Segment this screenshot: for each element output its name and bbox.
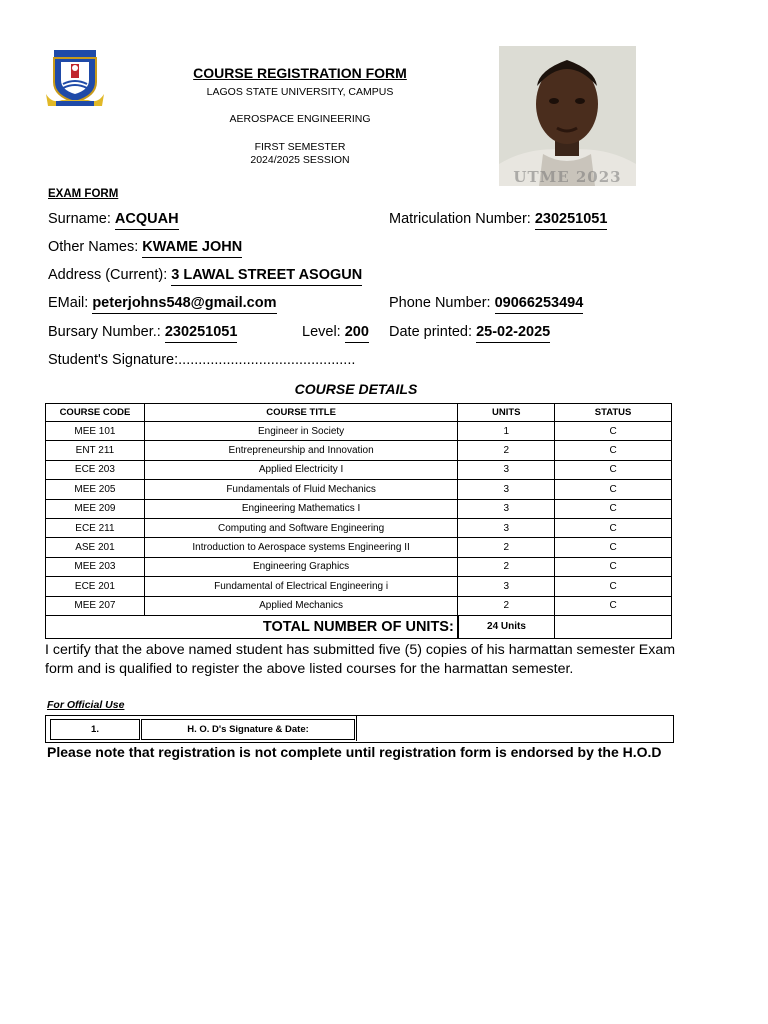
level-label: Level: <box>302 324 341 340</box>
hod-signature-row <box>45 715 674 743</box>
course-units: 2 <box>458 538 555 557</box>
course-units: 3 <box>458 499 555 518</box>
course-status: C <box>555 441 672 460</box>
course-code: MEE 101 <box>46 422 145 441</box>
table-row <box>46 557 672 576</box>
other-names-field <box>48 239 242 255</box>
address-value: 3 LAWAL STREET ASOGUN <box>171 267 362 286</box>
student-signature-line: Student's Signature:............................................ <box>48 352 356 368</box>
table-row <box>46 518 672 537</box>
semester-label: FIRST SEMESTER <box>254 141 346 153</box>
course-units: 3 <box>458 460 555 479</box>
phone-value: 09066253494 <box>495 295 584 314</box>
course-code: ECE 211 <box>46 518 145 537</box>
course-code: ASE 201 <box>46 538 145 557</box>
course-status: C <box>555 460 672 479</box>
surname-label: Surname: <box>48 211 111 227</box>
course-code: ECE 203 <box>46 460 145 479</box>
email-value: peterjohns548@gmail.com <box>92 295 276 314</box>
course-status: C <box>555 596 672 615</box>
course-units: 1 <box>458 422 555 441</box>
course-title: Engineering Mathematics I <box>144 499 457 518</box>
table-row <box>46 441 672 460</box>
date-label: Date printed: <box>389 324 473 340</box>
course-title: Fundamentals of Fluid Mechanics <box>144 480 457 499</box>
course-title: Applied Electricity I <box>144 460 457 479</box>
table-row <box>46 577 672 596</box>
course-units: 2 <box>458 596 555 615</box>
column-header: STATUS <box>555 404 672 422</box>
total-units-label: TOTAL NUMBER OF UNITS: <box>46 615 458 638</box>
column-header: COURSE TITLE <box>144 404 457 422</box>
session-label: 2024/2025 SESSION <box>250 154 350 166</box>
course-code: ENT 211 <box>46 441 145 460</box>
university-crest-icon <box>44 48 106 110</box>
date-value: 25-02-2025 <box>476 324 550 343</box>
table-row <box>46 460 672 479</box>
phone-field <box>389 295 583 311</box>
course-status: C <box>555 480 672 499</box>
level-field <box>302 324 369 340</box>
table-row <box>46 422 672 441</box>
total-units-value: 24 Units <box>458 615 555 638</box>
course-title: Engineer in Society <box>144 422 457 441</box>
table-row <box>46 538 672 557</box>
course-title: Entrepreneurship and Innovation <box>144 441 457 460</box>
bursary-label: Bursary Number.: <box>48 324 161 340</box>
course-units: 3 <box>458 480 555 499</box>
level-value: 200 <box>345 324 369 343</box>
photo-watermark: UTME 2023 <box>513 168 622 186</box>
table-row <box>46 480 672 499</box>
table-row <box>46 596 672 615</box>
course-title: Introduction to Aerospace systems Engineering II <box>144 538 457 557</box>
table-row <box>46 499 672 518</box>
matric-value: 230251051 <box>535 211 608 230</box>
student-photo <box>499 46 636 186</box>
course-status: C <box>555 577 672 596</box>
exam-form-label: EXAM FORM <box>48 188 119 200</box>
matric-field <box>389 211 607 227</box>
course-code: MEE 207 <box>46 596 145 615</box>
course-details-title: COURSE DETAILS <box>294 381 418 397</box>
course-units: 2 <box>458 441 555 460</box>
course-status: C <box>555 499 672 518</box>
course-status: C <box>555 422 672 441</box>
total-row <box>46 615 672 638</box>
total-empty-cell <box>555 615 672 638</box>
column-header: COURSE CODE <box>46 404 145 422</box>
date-field <box>389 324 550 340</box>
matric-label: Matriculation Number: <box>389 211 531 227</box>
course-table <box>45 403 672 639</box>
course-units: 3 <box>458 518 555 537</box>
endorsement-note: Please note that registration is not complete until registration form is endorsed by the H.O.D <box>47 744 662 760</box>
course-title: Engineering Graphics <box>144 557 457 576</box>
course-status: C <box>555 557 672 576</box>
course-title: Fundamental of Electrical Engineering i <box>144 577 457 596</box>
course-code: ECE 201 <box>46 577 145 596</box>
course-title: Computing and Software Engineering <box>144 518 457 537</box>
course-code: MEE 209 <box>46 499 145 518</box>
email-field <box>48 295 277 311</box>
course-code: MEE 205 <box>46 480 145 499</box>
form-title: COURSE REGISTRATION FORM <box>193 65 407 81</box>
phone-label: Phone Number: <box>389 295 491 311</box>
column-header: UNITS <box>458 404 555 422</box>
other-names-label: Other Names: <box>48 239 139 255</box>
university-name: LAGOS STATE UNIVERSITY, CAMPUS <box>206 86 394 98</box>
surname-value: ACQUAH <box>115 211 179 230</box>
address-field <box>48 267 362 283</box>
course-code: MEE 203 <box>46 557 145 576</box>
course-units: 2 <box>458 557 555 576</box>
course-status: C <box>555 518 672 537</box>
course-title: Applied Mechanics <box>144 596 457 615</box>
official-use-label: For Official Use <box>47 699 125 711</box>
hod-signature-label: H. O. D's Signature & Date: <box>141 719 355 740</box>
address-label: Address (Current): <box>48 267 168 283</box>
hod-signature-field[interactable] <box>356 715 670 741</box>
signature-number: 1. <box>50 719 140 740</box>
department-name: AEROSPACE ENGINEERING <box>229 113 371 125</box>
bursary-value: 230251051 <box>165 324 238 343</box>
other-names-value: KWAME JOHN <box>142 239 242 258</box>
certification-text: I certify that the above named student has submitted five (5) copies of his harmattan semester Exam form and is qualified to register the above listed courses for the harmattan semester. <box>45 642 676 677</box>
email-label: EMail: <box>48 295 89 311</box>
course-status: C <box>555 538 672 557</box>
course-units: 3 <box>458 577 555 596</box>
surname-field <box>48 211 179 227</box>
table-header-row <box>46 404 672 422</box>
bursary-field <box>48 324 237 340</box>
